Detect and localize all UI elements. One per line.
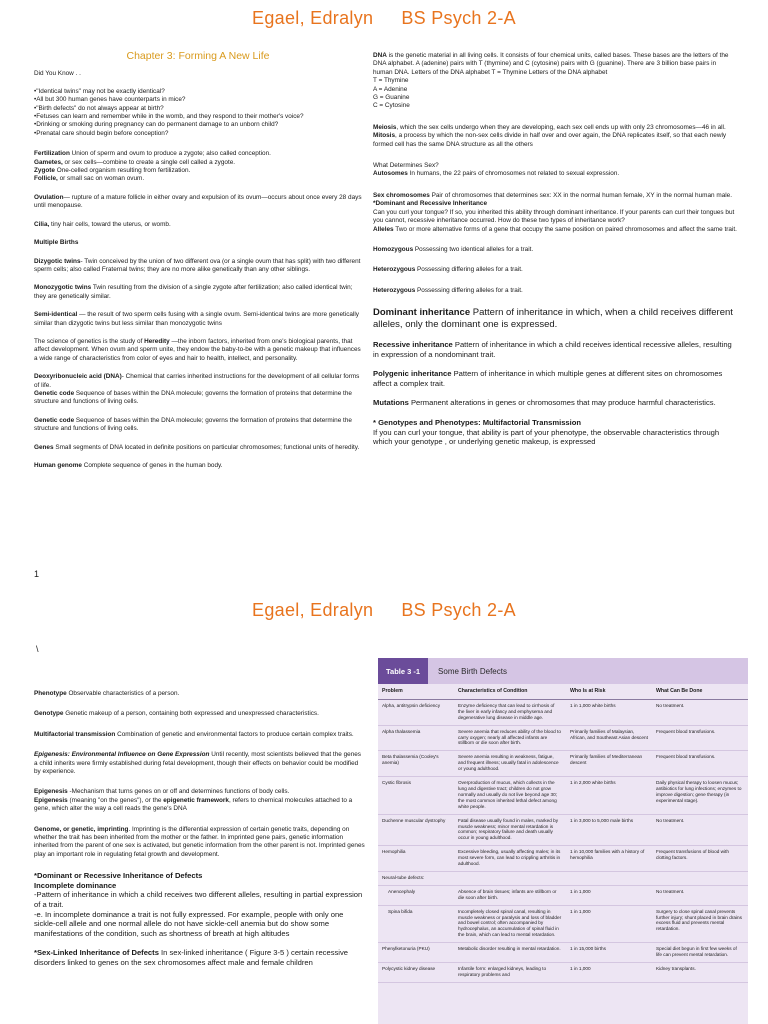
epigenesis-para — [34, 788, 366, 813]
term: Epigenesis: Environmental Influence on Gene Expression — [34, 751, 210, 759]
epigenesis-env-para — [34, 751, 366, 776]
table-row — [378, 963, 748, 983]
table-cell-risk: 1 in 1,000 — [566, 905, 652, 943]
table-cell-done: Frequent blood transfusions. — [652, 725, 748, 751]
table-row — [378, 885, 748, 905]
definition: or small sac on woman ovum. — [57, 175, 145, 183]
table-row — [378, 751, 748, 777]
mutations-para — [373, 398, 737, 408]
curl-text: Can you curl your tongue? If so, you inherited this ability through dominant inheritance. If your parents can curl their tongues but you cannot, recessive inheritance occurred. How do these two types of inheritance work? — [373, 208, 735, 225]
heredity-para — [34, 338, 362, 363]
term: Meiosis — [373, 123, 397, 131]
birth-defects-table — [378, 658, 748, 1024]
dizygotic-para — [34, 258, 362, 275]
heredity-pre: The science of genetics is the study of — [34, 337, 145, 345]
definition: - Chemical that carries inherited instructions for the development of all cellular forms of life. — [34, 373, 360, 389]
page2-backslash: \ — [36, 644, 39, 654]
multiple-births-heading — [34, 239, 362, 247]
defects-heading: *Dominant or Recessive Inheritance of Defects — [34, 871, 203, 881]
table-cell-problem: Alpha thalassemia — [378, 725, 454, 751]
definition: Union of sperm and ovum to produce a zygote; also called conception. — [69, 150, 271, 158]
column-header: Who Is at Risk — [566, 684, 652, 699]
table-cell-done: No treatment. — [652, 885, 748, 905]
definition: Observable characteristics of a person. — [66, 690, 180, 697]
course-name: BS Psych 2-A — [401, 8, 516, 28]
definition: Pattern of inheritance in which, when a child receives different alleles, only the dominant one is expressed. — [373, 307, 733, 330]
definition: Possessing differing alleles for a trait. — [415, 266, 523, 274]
genotypes-text: If you can curl your tongue, that ability is part of your phenotype, the observable characteristics through which your genotype , or underlying genetic makeup, is expressed — [373, 427, 720, 447]
term: Genetic code — [34, 416, 75, 424]
table-row — [378, 871, 748, 885]
table-cell-problem: Polycystic kidney disease — [378, 963, 454, 983]
term: Ovulation — [34, 193, 64, 201]
definition: Sequence of bases within the DNA molecule; governs the formation of proteins that determine the structure and functions of living cells. — [34, 389, 352, 406]
definition: Permanent alterations in genes or chromosomes that may produce harmful characteristics. — [408, 398, 716, 408]
genes-para — [34, 444, 362, 452]
recessive-inheritance-para — [373, 340, 737, 359]
definition: Sequence of bases within the DNA molecule; governs the formation of proteins that determine the structure and functions of living cells. — [34, 416, 352, 433]
chapter-title: Chapter 3: Forming A New Life — [126, 50, 270, 62]
term: Sex chromosomes — [373, 191, 430, 199]
phenotype-para — [34, 690, 366, 698]
table-cell-characteristics: Severe anemia that reduces ability of the blood to carry oxygen; nearly all affected infants are stillborn or die soon after birth. — [454, 725, 566, 751]
cilia-para — [34, 221, 362, 229]
definition: - Twin conceived by the union of two different ova (or a single ovum that has split) with two different sperm cells; also called Fraternal twins; they are no more alike genetically than any other siblings. — [34, 257, 361, 273]
homozygous-para — [373, 246, 737, 254]
table-cell-done: No treatment. — [652, 814, 748, 846]
table-cell-risk: 1 in 1,000 — [566, 885, 652, 905]
table-row — [378, 699, 748, 725]
author-name: Egael, Edralyn — [252, 8, 374, 28]
term: Genetic code — [34, 389, 75, 397]
definition: Complete sequence of genes in the human body. — [81, 462, 223, 469]
list-item: • All but 300 human genes have counterparts in mice? — [34, 96, 362, 104]
definition: tiny hair cells, toward the uterus, or womb. — [49, 220, 171, 228]
table-cell-problem: Spina bifida — [378, 905, 454, 943]
definition: Possessing two identical alleles for a trait. — [413, 245, 534, 253]
heterozygous-para — [373, 266, 737, 274]
table-cell-problem: Hemophilia — [378, 846, 454, 872]
definition: (meaning "on the genes"), or the — [67, 796, 164, 804]
multifactorial-para — [34, 731, 366, 739]
defects-para — [34, 871, 366, 938]
term: Heterozygous — [373, 286, 416, 294]
table-cell-characteristics — [454, 871, 566, 885]
table-cell-characteristics: Excessive bleeding, usually affecting males; in its most severe form, can lead to crippling arthritis in adulthood. — [454, 846, 566, 872]
table-title-bar — [378, 658, 748, 684]
table-cell-done: Special diet begun in first few weeks of life can prevent mental retardation. — [652, 943, 748, 963]
sex-linked-para — [34, 948, 366, 967]
course-name: BS Psych 2-A — [401, 600, 516, 620]
column-header: Characteristics of Condition — [454, 684, 566, 699]
term: Human genome — [34, 462, 82, 469]
list-item: • "Birth defects" do not always appear at birth? — [34, 105, 362, 113]
mitosis-para — [373, 132, 737, 149]
table-cell-characteristics: Infantile form: enlarged kidneys, leading to respiratory problems and — [454, 963, 566, 983]
genome-para — [34, 462, 362, 470]
definition: Pattern of inheritance in which multiple genes at different sites on chromosomes affect a complex trait. — [373, 369, 723, 388]
table-cell-risk — [566, 871, 652, 885]
definition: , a process by which the non-sex cells divide in half over and over again, the DNA replicates itself, so that each newly formed cell has the same DNA structure as all the others — [373, 132, 727, 148]
table-cell-problem: Anencephaly — [378, 885, 454, 905]
did-you-know: Did You Know . . — [34, 70, 81, 78]
term: Dominant inheritance — [373, 307, 471, 319]
term: Polygenic inheritance — [373, 369, 452, 379]
table-cell-done — [652, 871, 748, 885]
term: Deoxyribonucleic acid (DNA) — [34, 373, 122, 381]
incomplete-heading: Incomplete dominance — [34, 880, 117, 890]
table-cell-problem: Beta thalassemia (Cooley's anemia) — [378, 751, 454, 777]
definition: . Imprinting is the differential expression of certain genetic traits, depending on whether the trait has been inherited from the mother or the father. In imprinted gene pairs, genetic information inherited from the parent of one sex is activated, but genetic information from the other parent is not. Imprinted genes play an important role in regulating fetal growth and development. — [34, 825, 365, 858]
definition: Twin resulting from the division of a single zygote after fertilization; also called identical twin; they are genetically similar. — [34, 284, 353, 300]
term: Heredity — [144, 337, 170, 345]
ovulation-para — [34, 194, 362, 211]
base-item: C = Cytosine — [373, 102, 410, 110]
heterozygous-para-2 — [373, 287, 737, 295]
definition: Small segments of DNA located in definite positions on particular chromosomes; functional units of heredity. — [53, 443, 360, 451]
table-cell-problem: Alpha, antitrypsin deficiency — [378, 699, 454, 725]
list-item: • Fetuses can learn and remember while in the womb, and they respond to their mother's voice? — [34, 113, 362, 121]
sex-determination — [373, 162, 737, 179]
definition: Until recently, most scientists believed that the genes a child inherits were firmly established during fetal development, though their effects on behavior could be modified by experience. — [34, 751, 361, 776]
definition: is the genetic material in all living cells. It consists of four chemical units, called bases. These bases are the letters of the DNA alphabet. A (adenine) pairs with T (thymine) and C (cytosine) pairs with G (guanine). There are 3 billion base pairs in human DNA. Letters of the DNA alphabet T = Thymine Letters of the DNA alphabet — [373, 52, 729, 76]
table-cell-risk: 1 in 15,000 births — [566, 943, 652, 963]
semi-identical-para — [34, 311, 362, 328]
definition: Genetic makeup of a person, containing both expressed and unexpressed characteristics. — [63, 710, 319, 718]
definition: In sex-linked inheritance ( Figure 3-5 ) certain recessive disorders linked to genes on the sex chromosomes affect male and female children — [34, 948, 349, 968]
definition: , refers to chemical molecules attached to a gene, which alter the way a cell reads the gene's DNA — [34, 796, 353, 813]
table-cell-done: No treatment. — [652, 699, 748, 725]
table-cell-risk: 1 in 1,000 — [566, 963, 652, 983]
table-cell-characteristics: Overproduction of mucus, which collects in the lung and digestive tract; children do not grow normally and usually do not live beyond age 30; the most common inherited lethal defect among white people. — [454, 777, 566, 815]
table-cell-risk: 1 in 3,000 to 5,000 male births — [566, 814, 652, 846]
genetic-code-para — [34, 417, 362, 434]
term: Genotype — [34, 710, 64, 718]
table-cell-done: Frequent transfusions of blood with clotting factors. — [652, 846, 748, 872]
meiosis-para — [373, 124, 737, 132]
table-cell-problem: Duchenne muscular dystrophy — [378, 814, 454, 846]
term: epigenetic framework — [163, 796, 229, 804]
table-cell-done: Kidney transplants. — [652, 963, 748, 983]
term: Autosomes — [373, 170, 408, 178]
list-item: • "Identical twins" may not be exactly identical? — [34, 88, 362, 96]
definition: — rupture of a mature follicle in either ovary and expulsion of its ovum—occurs about once every 28 days until menopause. — [34, 193, 362, 210]
definition: Possessing differing alleles for a trait. — [415, 286, 523, 294]
page-number: 1 — [34, 569, 40, 579]
term: Genes — [34, 443, 54, 451]
definition: In humans, the 22 pairs of chromosomes not related to sexual expression. — [407, 170, 620, 178]
table-cell-characteristics: Incompletely closed spinal canal, resulting in muscle weakness or paralysis and loss of bladder and bowel control; often accompanied by hydrocephalus, an accumulation of spinal fluid in the brain, which can lead to mental retardation. — [454, 905, 566, 943]
term: Fertilization — [34, 150, 70, 158]
genotypes-heading: * Genotypes and Phenotypes: Multifactorial Transmission — [373, 417, 582, 427]
page1-right-column — [373, 52, 737, 454]
term: Follicle, — [34, 175, 58, 183]
page-header-2 — [0, 600, 768, 621]
base-item: G = Guanine — [373, 94, 410, 102]
definition: Two or more alternative forms of a gene that occupy the same position on paired chromosomes and affect the same trait. — [393, 225, 737, 233]
table-cell-characteristics: Severe anemia resulting in weakness, fatigue, and frequent illness; usually fatal in adolescence or young adulthood. — [454, 751, 566, 777]
table-row — [378, 943, 748, 963]
heredity-post: —the inborn factors, inherited from one's biological parents, that affect development. When ovum and sperm unite, they endow the baby-to-be with a genetic makeup that influences a wide range of characteristics from color of eyes and hair to health, intellect, and personality. — [34, 337, 361, 362]
did-you-know-list — [34, 88, 362, 138]
table-row — [378, 725, 748, 751]
page-header — [0, 8, 768, 29]
term: Recessive inheritance — [373, 339, 453, 349]
term: Mitosis — [373, 132, 396, 140]
term: Monozygotic twins — [34, 284, 92, 292]
what-determines-sex: What Determines Sex? — [373, 162, 439, 170]
incomplete-text-2: -e. In incomplete dominance a trait is not fully expressed. For example, people with only one sickle-cell allele and one normal allele do not have sickle-cell anemia but do show some manifestations of the condition, such as shortness of breath at high altitudes — [34, 909, 344, 938]
table-cell-problem: Neural-tube defects: — [378, 871, 454, 885]
heading-text: Multiple Births — [34, 239, 79, 247]
table-cell-characteristics: Absence of brain tissues; infants are stillborn or die soon after birth. — [454, 885, 566, 905]
base-item: A = Adenine — [373, 85, 408, 93]
incomplete-text-1: -Pattern of inheritance in which a child receives two different alleles, resulting in partial expression of a trait. — [34, 890, 363, 910]
definition: or sex cells—combine to create a single cell called a zygote. — [62, 158, 236, 166]
column-header: Problem — [378, 684, 454, 699]
table-header-row — [378, 684, 748, 699]
monozygotic-para — [34, 284, 362, 301]
table-cell-risk: 1 in 1,000 white births — [566, 699, 652, 725]
table-cell-done: Daily physical therapy to loosen mucus; antibiotics for lung infections; enzymes to improve digestion; gene therapy (in experimental stage). — [652, 777, 748, 815]
definition: Pattern of inheritance in which a child receives identical recessive alleles, resulting in expression of a nondominant trait. — [373, 339, 732, 359]
definition: Pair of chromosomes that determines sex: XX in the normal human female, XY in the normal human male. — [429, 191, 733, 199]
table-cell-characteristics: Fatal disease usually found in males, marked by muscle weakness; minor mental retardation is common; respiratory failure and death usually occur in young adulthood. — [454, 814, 566, 846]
dominant-recessive-heading: *Dominant and Recessive Inheritance — [373, 200, 488, 208]
base-item: T = Thymine — [373, 77, 409, 85]
table-cell-risk: Primarily families of Mediterranean descent — [566, 751, 652, 777]
definitions-block — [34, 150, 362, 184]
table-cell-characteristics: Metabolic disorder resulting in mental retardation. — [454, 943, 566, 963]
term: Multifactorial transmission — [34, 730, 116, 738]
definition: One-celled organism resulting from fertilization. — [54, 167, 191, 175]
table-cell-done: Frequent blood transfusions. — [652, 751, 748, 777]
table-cell-risk: 1 in 2,000 white births — [566, 777, 652, 815]
term: Mutations — [373, 398, 409, 408]
term: DNA — [373, 52, 387, 59]
table-cell-problem: Cystic fibrosis — [378, 777, 454, 815]
table-grid — [378, 684, 748, 983]
genotype-para — [34, 710, 366, 718]
dna-para — [34, 373, 362, 407]
list-item: • Drinking or smoking during pregnancy can do permanent damage to an unborn child? — [34, 121, 362, 129]
term: *Sex-Linked Inheritance of Defects — [34, 948, 159, 958]
term: Phenotype — [34, 690, 67, 697]
term: Gametes, — [34, 158, 63, 166]
term: Dizygotic twins — [34, 257, 81, 265]
term: Epigenesis — [34, 796, 68, 804]
table-cell-characteristics: Enzyme deficiency that can lead to cirrhosis of the liver in early infancy and emphysema and degenerative lung disease in middle age. — [454, 699, 566, 725]
term: Heterozygous — [373, 266, 416, 274]
imprinting-para — [34, 826, 366, 860]
term: Homozygous — [373, 245, 414, 253]
polygenic-para — [373, 369, 737, 388]
table-cell-risk: 1 in 10,000 families with a history of hemophilia — [566, 846, 652, 872]
definition: , which the sex cells undergo when they are developing, each sex cell ends up with only 23 chromosomes—46 in all. — [396, 123, 726, 131]
table-body — [378, 699, 748, 982]
dna-bases — [373, 77, 737, 111]
list-item: • Prenatal care should begin before conception? — [34, 130, 362, 138]
table-cell-problem: Phenylketonuria (PKU) — [378, 943, 454, 963]
sex-chromosomes-para — [373, 192, 737, 234]
term: Semi-identical — [34, 311, 78, 319]
term: Epigenesis — [34, 788, 68, 796]
table-cell-risk: Primarily families of Malaysian, African, and Southeast Asian descent — [566, 725, 652, 751]
genotypes-para — [373, 418, 737, 447]
definition: — the result of two sperm cells fusing with a single ovum. Semi-identical twins are more genetically similar than dizygotic twins but less similar than monozygotic twins — [34, 311, 359, 327]
author-name: Egael, Edralyn — [252, 600, 374, 620]
table-row — [378, 846, 748, 872]
term: Zygote — [34, 167, 55, 175]
column-header: What Can Be Done — [652, 684, 748, 699]
term: Cilia, — [34, 220, 50, 228]
dna-intro-para — [373, 52, 737, 77]
table-name: Some Birth Defects — [438, 666, 507, 676]
table-row — [378, 814, 748, 846]
table-tag: Table 3 -1 — [378, 658, 428, 684]
term: Alleles — [373, 225, 394, 233]
page1-left-column — [34, 52, 362, 477]
dominant-inheritance-para — [373, 307, 737, 330]
term: Genome, or genetic, imprinting — [34, 825, 129, 833]
table-cell-done: Surgery to close spinal canal prevents further injury; shunt placed in brain drains excess fluid and prevents mental retardation. — [652, 905, 748, 943]
page2-left-column — [34, 690, 366, 975]
definition: -Mechanism that turns genes on or off and determines functions of body cells. — [67, 788, 290, 796]
definition: Combination of genetic and environmental factors to produce certain complex traits. — [115, 730, 354, 738]
table-row — [378, 777, 748, 815]
table-row — [378, 905, 748, 943]
